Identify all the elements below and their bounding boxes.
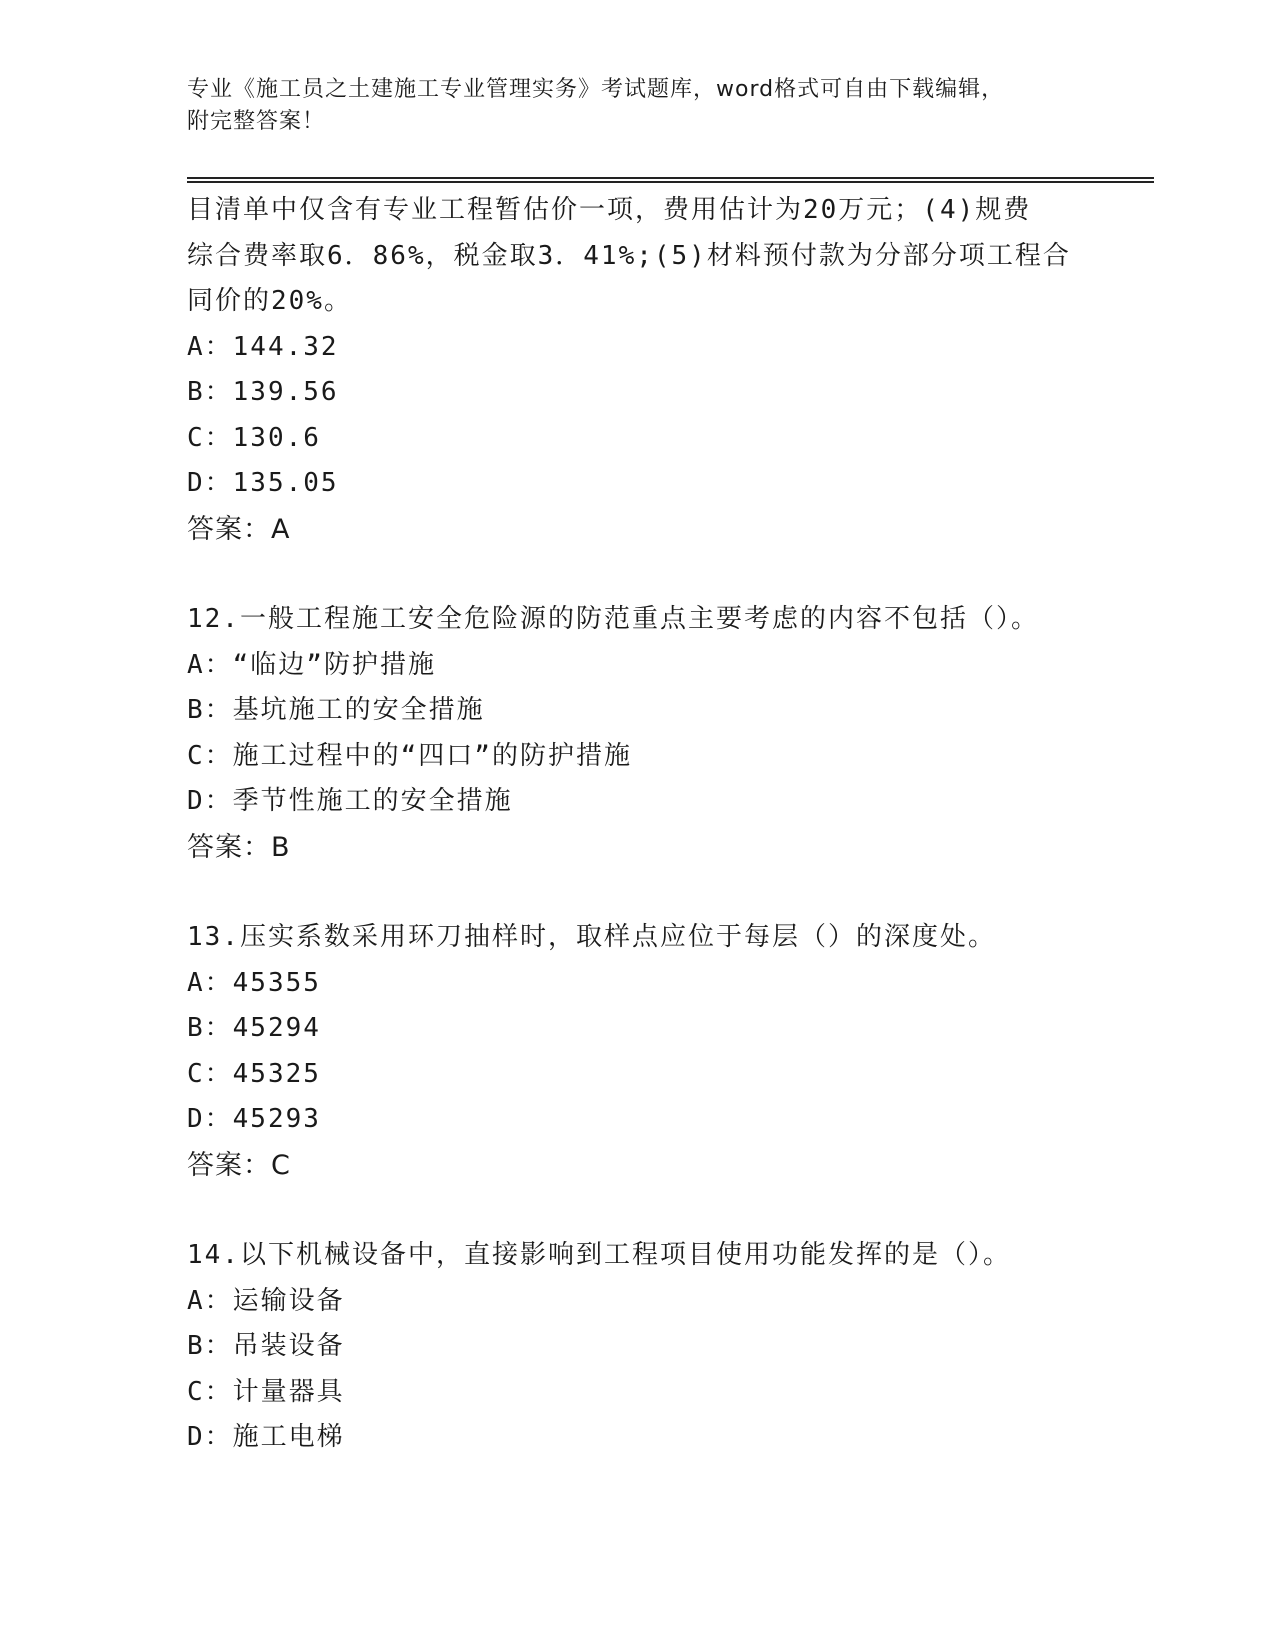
header-line-2: 附完整答案！	[187, 109, 326, 134]
option-a: A：144.32	[187, 331, 339, 362]
header-divider	[187, 177, 1154, 183]
option-b: B：139.56	[187, 377, 339, 407]
question-stem: 14.以下机械设备中，直接影响到工程项目使用功能发挥的是（）。	[187, 1240, 1011, 1270]
option-c: C：130.6	[187, 422, 321, 453]
question-text-line: 同价的20%。	[187, 286, 352, 316]
option-d: D：季节性施工的安全措施	[187, 786, 513, 816]
option-b: B：45294	[187, 1013, 321, 1043]
document-body	[187, 188, 1087, 1461]
option-a: A：“临边”防护措施	[187, 649, 436, 680]
option-d: D：45293	[187, 1104, 321, 1134]
option-c: C：施工过程中的“四口”的防护措施	[187, 740, 632, 771]
question-12	[187, 597, 1087, 870]
option-b: B：吊装设备	[187, 1331, 345, 1361]
option-d: D：施工电梯	[187, 1422, 345, 1452]
question-14	[187, 1233, 1087, 1461]
option-a: A：45355	[187, 967, 321, 998]
document-header	[187, 74, 1087, 138]
answer-line: 答案：C	[187, 1149, 291, 1181]
question-13	[187, 915, 1087, 1188]
answer-line: 答案：B	[187, 831, 291, 863]
option-a: A：运输设备	[187, 1285, 345, 1316]
question-stem: 13.压实系数采用环刀抽样时，取样点应位于每层（）的深度处。	[187, 922, 996, 952]
option-b: B：基坑施工的安全措施	[187, 695, 485, 725]
continued-question	[187, 188, 1087, 552]
option-c: C：计量器具	[187, 1376, 345, 1407]
question-stem: 12.一般工程施工安全危险源的防范重点主要考虑的内容不包括（）。	[187, 604, 1039, 634]
question-text-line: 综合费率取6．86%，税金取3．41%;(5)材料预付款为分部分项工程合	[187, 240, 1071, 271]
answer-line: 答案：A	[187, 513, 291, 545]
question-text-line: 目清单中仅含有专业工程暂估价一项，费用估计为20万元；(4)规费	[187, 195, 1032, 225]
option-c: C：45325	[187, 1058, 321, 1089]
header-line-1: 专业《施工员之土建施工专业管理实务》考试题库，word格式可自由下载编辑，	[187, 77, 1005, 102]
option-d: D：135.05	[187, 468, 339, 498]
